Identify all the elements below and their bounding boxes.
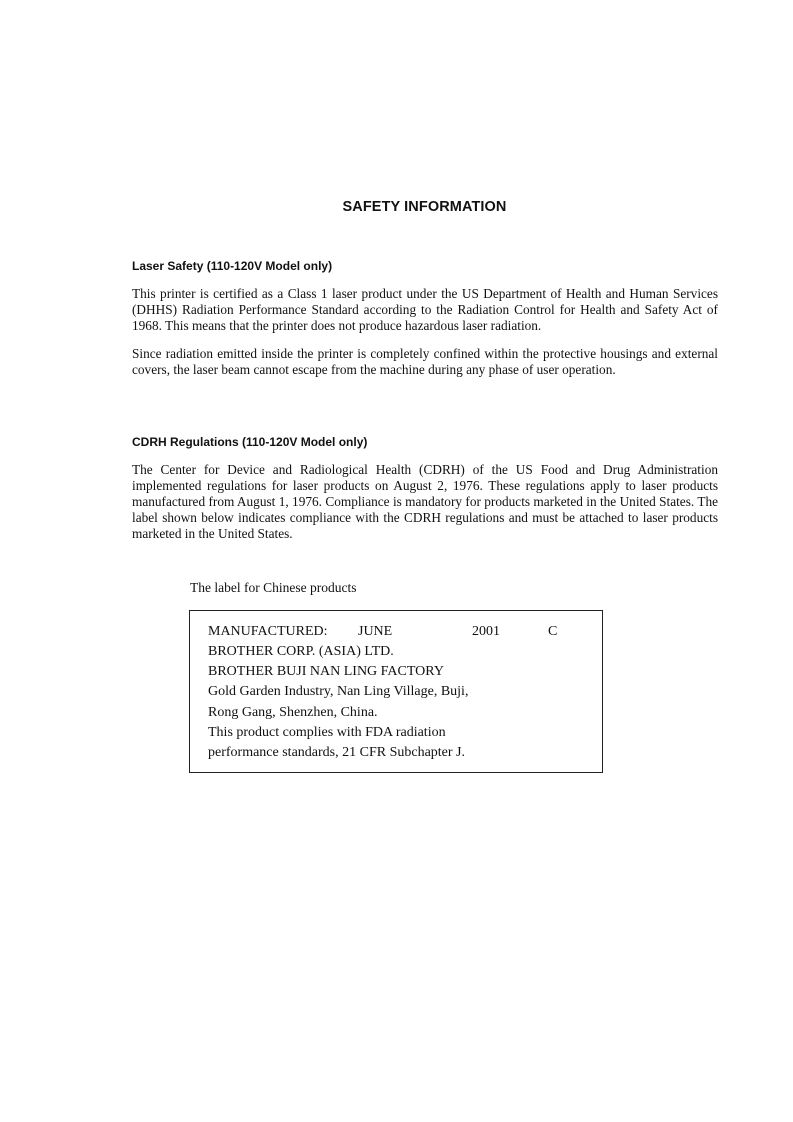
factory-code: C bbox=[548, 624, 558, 639]
manufactured-year: 2001 bbox=[472, 624, 500, 639]
label-line: This product complies with FDA radiation bbox=[208, 725, 446, 740]
label-line: BROTHER BUJI NAN LING FACTORY bbox=[208, 664, 444, 679]
cdrh-paragraph: The Center for Device and Radiological Health (CDRH) of the US Food and Drug Administration implemented regulations for laser products on August 2, 1976. These regulations apply to laser products manufactured from August 1, 1976. Compliance is mandatory for products marketed in the United States. The label shown below indicates compliance with the CDRH regulations and must be attached to laser products marketed in the United States. bbox=[132, 462, 718, 541]
label-line: performance standards, 21 CFR Subchapter J. bbox=[208, 745, 465, 760]
label-caption: The label for Chinese products bbox=[190, 580, 357, 595]
laser-safety-paragraph-1: This printer is certified as a Class 1 laser product under the US Department of Health and Human Services (DHHS) Radiation Performance Standard according to the Radiation Control for Health and Safety Act of 1968. This means that the printer does not produce hazardous laser radiation. bbox=[132, 286, 718, 333]
manufactured-label: MANUFACTURED: bbox=[208, 624, 328, 639]
label-line: Rong Gang, Shenzhen, China. bbox=[208, 705, 378, 720]
laser-safety-paragraph-2: Since radiation emitted inside the printer is completely confined within the protective housings and external covers, the laser beam cannot escape from the machine during any phase of user operation. bbox=[132, 346, 718, 377]
compliance-label bbox=[189, 610, 603, 773]
section-heading-cdrh: CDRH Regulations (110-120V Model only) bbox=[132, 435, 368, 449]
label-line: BROTHER CORP. (ASIA) LTD. bbox=[208, 644, 394, 659]
manufactured-month: JUNE bbox=[358, 624, 393, 639]
label-line: Gold Garden Industry, Nan Ling Village, Buji, bbox=[208, 684, 469, 699]
page-title: SAFETY INFORMATION bbox=[342, 199, 507, 215]
section-heading-laser-safety: Laser Safety (110-120V Model only) bbox=[132, 259, 333, 273]
